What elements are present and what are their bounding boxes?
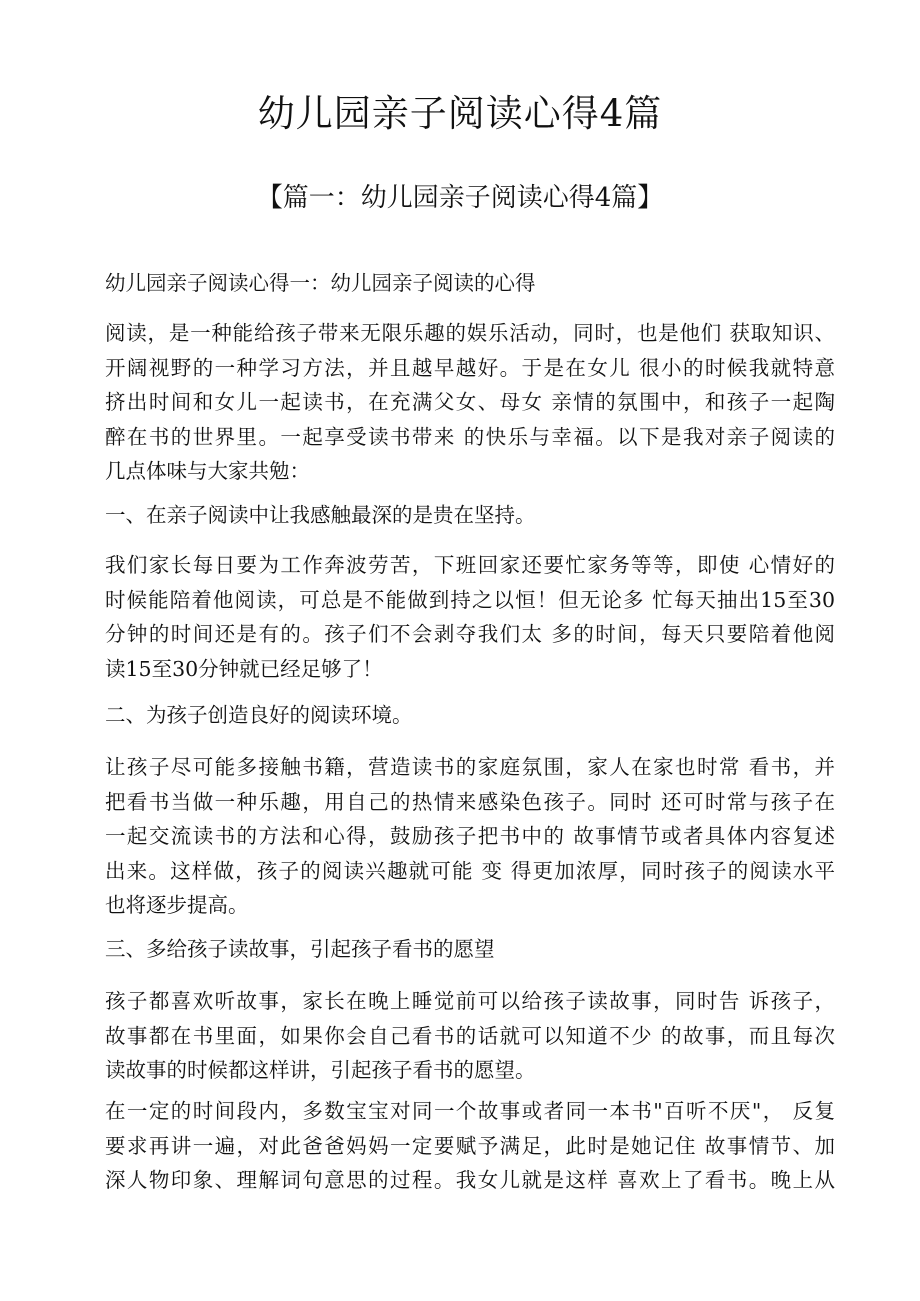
- text-line: 也将逐步提高。: [105, 893, 249, 918]
- text-line: 开阔视野的一种学习方法，并且越早越好。于是在女儿 很小的时候我就特意: [105, 355, 835, 380]
- paragraph: [105, 984, 835, 1088]
- text-line: 分钟的时间还是有的。孩子们不会剥夺我们太 多的时间，每天只要陪着他阅: [105, 622, 835, 647]
- document-title: 幼儿园亲子阅读心得4篇: [257, 92, 663, 135]
- text-line: 深人物印象、理解词句意思的过程。我女儿就是这样 喜欢上了看书。晚上从: [105, 1168, 835, 1193]
- text-line: 在一定的时间段内，多数宝宝对同一个故事或者同一本书"百听不厌"， 反复: [105, 1099, 835, 1123]
- text-line: 阅读，是一种能给孩子带来无限乐趣的娱乐活动，同时，也是他们 获取知识、: [105, 321, 835, 345]
- article-heading: [105, 266, 835, 301]
- text-line: 一起交流读书的方法和心得，鼓励孩子把书中的 故事情节或者具体内容复述: [105, 824, 835, 849]
- point-heading: [105, 932, 835, 967]
- text-line: 我们家长每日要为工作奔波劳苦，下班回家还要忙家务等等，即使 心情好的: [105, 553, 835, 577]
- text-line: 读15至30分钟就已经足够了！: [105, 656, 383, 681]
- text-line: 出来。这样做，孩子的阅读兴趣就可能 变 得更加浓厚，同时孩子的阅读水平: [105, 858, 835, 883]
- paragraph: [105, 548, 835, 686]
- text-line: 让孩子尽可能多接触书籍，营造读书的家庭氛围，家人在家也时常 看书，并: [105, 755, 835, 779]
- text-line: 醉在书的世界里。一起享受读书带来 的快乐与幸福。以下是我对亲子阅读的: [105, 424, 835, 449]
- text-line: 挤出时间和女儿一起读书，在充满父女、母女 亲情的氛围中，和孩子一起陶: [105, 390, 835, 415]
- point-heading: [105, 698, 835, 733]
- text-line: 幼儿园亲子阅读心得一：幼儿园亲子阅读的心得: [105, 271, 536, 295]
- point-heading: [105, 498, 835, 533]
- text-line: 一、在亲子阅读中让我感触最深的是贵在坚持。: [105, 503, 536, 527]
- paragraph: [105, 750, 835, 923]
- text-line: 时候能陪着他阅读，可总是不能做到持之以恒！但无论多 忙每天抽出15至30: [105, 587, 835, 612]
- text-line: 几点体味与大家共勉：: [105, 459, 310, 484]
- section-heading: 【篇一：幼儿园亲子阅读心得4篇】: [256, 183, 664, 213]
- text-line: 把看书当做一种乐趣，用自己的热情来感染色孩子。同时 还可时常与孩子在: [105, 789, 835, 814]
- text-line: 孩子都喜欢听故事，家长在晚上睡觉前可以给孩子读故事，同时告 诉孩子，: [105, 989, 835, 1013]
- text-line: 读故事的时候都这样讲，引起孩子看书的愿望。: [105, 1058, 536, 1083]
- paragraph: [105, 1094, 835, 1198]
- text-line: 二、为孩子创造良好的阅读环境。: [105, 703, 413, 727]
- paragraph: [105, 316, 835, 489]
- text-line: 要求再讲一遍，对此爸爸妈妈一定要赋予满足，此时是她记住 故事情节、加: [105, 1133, 835, 1158]
- text-line: 故事都在书里面，如果你会自己看书的话就可以知道不少 的故事，而且每次: [105, 1023, 835, 1048]
- text-line: 三、多给孩子读故事，引起孩子看书的愿望: [105, 937, 495, 961]
